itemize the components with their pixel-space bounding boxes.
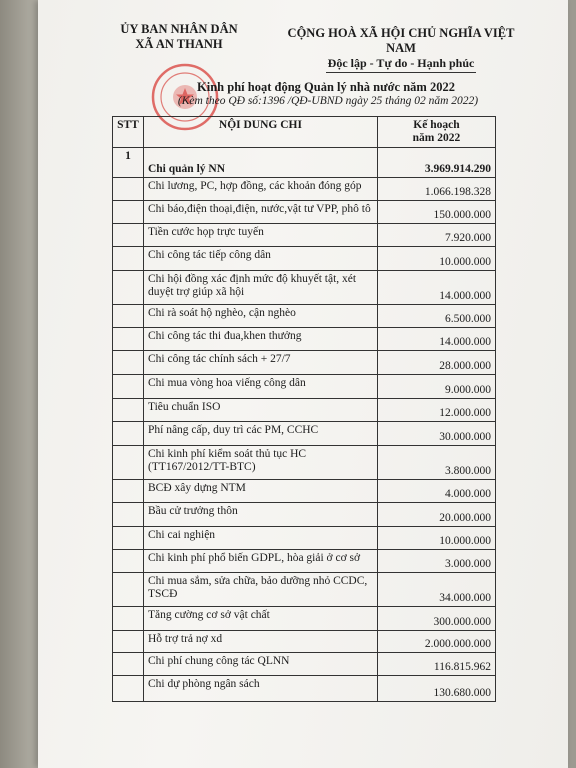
table-row bbox=[113, 446, 496, 480]
row-amount: 10.000.000 bbox=[377, 527, 495, 550]
row-content: Tiêu chuẩn ISO bbox=[143, 399, 377, 422]
row-content: Chi công tác chính sách + 27/7 bbox=[143, 351, 377, 375]
row-number-cell bbox=[113, 178, 144, 201]
table-row bbox=[113, 503, 496, 527]
row-amount: 130.680.000 bbox=[377, 676, 495, 702]
row-number-cell bbox=[113, 550, 144, 573]
header-content: NỘI DUNG CHI bbox=[143, 117, 377, 148]
national-header bbox=[276, 26, 526, 73]
row-content: Phí nâng cấp, duy trì các PM, CCHC bbox=[143, 422, 377, 446]
row-amount: 1.066.198.328 bbox=[377, 178, 495, 201]
table-row bbox=[113, 375, 496, 399]
row-content: Chi công tác thi đua,khen thưởng bbox=[143, 328, 377, 351]
table-row bbox=[113, 201, 496, 224]
row-content: Tiền cước họp trực tuyến bbox=[143, 224, 377, 247]
header-plan-line1: Kế hoạch bbox=[413, 119, 460, 131]
row-content: Chi lương, PC, hợp đồng, các khoản đóng góp bbox=[143, 178, 377, 201]
row-number-cell bbox=[113, 607, 144, 631]
table-row bbox=[113, 653, 496, 676]
row-number-cell bbox=[113, 676, 144, 702]
document-title: Kinh phí hoạt động Quản lý nhà nước năm 2022 bbox=[197, 80, 455, 94]
section-number: 1 bbox=[113, 148, 144, 178]
row-number-cell bbox=[113, 631, 144, 653]
row-number-cell bbox=[113, 305, 144, 328]
row-content: Chi phí chung công tác QLNN bbox=[143, 653, 377, 676]
budget-table bbox=[112, 116, 496, 702]
row-amount: 3.000.000 bbox=[377, 550, 495, 573]
table-row bbox=[113, 305, 496, 328]
row-amount: 6.500.000 bbox=[377, 305, 495, 328]
table-row bbox=[113, 271, 496, 305]
row-number-cell bbox=[113, 653, 144, 676]
table-row bbox=[113, 399, 496, 422]
row-content: Chi dự phòng ngân sách bbox=[143, 676, 377, 702]
row-content: Chi mua vòng hoa viếng công dân bbox=[143, 375, 377, 399]
table-row bbox=[113, 247, 496, 271]
table-row bbox=[113, 422, 496, 446]
table-row bbox=[113, 550, 496, 573]
row-content: Chi kinh phí phổ biến GDPL, hòa giải ở cơ sở bbox=[143, 550, 377, 573]
row-amount: 12.000.000 bbox=[377, 399, 495, 422]
row-number-cell bbox=[113, 247, 144, 271]
section-label: Chi quản lý NN bbox=[143, 148, 377, 178]
row-content: Chi báo,điện thoại,điện, nước,vật tư VPP, phô tô bbox=[143, 201, 377, 224]
national-motto: Độc lập - Tự do - Hạnh phúc bbox=[327, 56, 475, 70]
header-plan bbox=[377, 117, 495, 148]
header-plan-line2: năm 2022 bbox=[412, 132, 461, 144]
row-amount: 20.000.000 bbox=[377, 503, 495, 527]
row-content: Chi cai nghiện bbox=[143, 527, 377, 550]
row-number-cell bbox=[113, 399, 144, 422]
table-row bbox=[113, 224, 496, 247]
row-number-cell bbox=[113, 480, 144, 503]
section-total: 3.969.914.290 bbox=[377, 148, 495, 178]
row-number-cell bbox=[113, 527, 144, 550]
row-content: Chi mua sắm, sửa chữa, bảo dưỡng nhỏ CCDC, TSCĐ bbox=[143, 573, 377, 607]
row-amount: 7.920.000 bbox=[377, 224, 495, 247]
background-surface bbox=[0, 0, 40, 768]
row-content: Bầu cử trưởng thôn bbox=[143, 503, 377, 527]
table-row bbox=[113, 607, 496, 631]
row-amount: 116.815.962 bbox=[377, 653, 495, 676]
header-stt: STT bbox=[113, 117, 144, 148]
table-row bbox=[113, 631, 496, 653]
table-row bbox=[113, 573, 496, 607]
row-number-cell bbox=[113, 375, 144, 399]
row-amount: 14.000.000 bbox=[377, 328, 495, 351]
row-amount: 150.000.000 bbox=[377, 201, 495, 224]
authority-line-1: ỦY BAN NHÂN DÂN bbox=[120, 22, 238, 36]
table-header-row bbox=[113, 117, 496, 148]
row-content: Tăng cường cơ sở vật chất bbox=[143, 607, 377, 631]
row-amount: 10.000.000 bbox=[377, 247, 495, 271]
row-number-cell bbox=[113, 271, 144, 305]
row-amount: 28.000.000 bbox=[377, 351, 495, 375]
row-amount: 300.000.000 bbox=[377, 607, 495, 631]
row-number-cell bbox=[113, 351, 144, 375]
table-row bbox=[113, 178, 496, 201]
issuing-authority bbox=[114, 22, 244, 52]
table-row bbox=[113, 328, 496, 351]
row-content: Chi công tác tiếp công dân bbox=[143, 247, 377, 271]
row-amount: 30.000.000 bbox=[377, 422, 495, 446]
row-number-cell bbox=[113, 573, 144, 607]
row-amount: 4.000.000 bbox=[377, 480, 495, 503]
row-content: Chi rà soát hộ nghèo, cận nghèo bbox=[143, 305, 377, 328]
row-number-cell bbox=[113, 328, 144, 351]
row-content: Hỗ trợ trả nợ xd bbox=[143, 631, 377, 653]
row-number-cell bbox=[113, 446, 144, 480]
row-amount: 34.000.000 bbox=[377, 573, 495, 607]
row-number-cell bbox=[113, 201, 144, 224]
table-row bbox=[113, 527, 496, 550]
row-amount: 2.000.000.000 bbox=[377, 631, 495, 653]
row-content: Chi kinh phí kiểm soát thủ tục HC (TT167/2012/TT-BTC) bbox=[143, 446, 377, 480]
row-number-cell bbox=[113, 503, 144, 527]
section-row bbox=[113, 148, 496, 178]
authority-line-2: XÃ AN THANH bbox=[135, 37, 223, 51]
row-amount: 3.800.000 bbox=[377, 446, 495, 480]
row-amount: 14.000.000 bbox=[377, 271, 495, 305]
document-subtitle: (Kèm theo QĐ số:1396 /QĐ-UBND ngày 25 tháng 02 năm 2022) bbox=[177, 95, 479, 107]
row-content: Chi hội đồng xác định mức độ khuyết tật, xét duyệt trợ giúp xã hội bbox=[143, 271, 377, 305]
table-row bbox=[113, 676, 496, 702]
nation-name: CỘNG HOÀ XÃ HỘI CHỦ NGHĨA VIỆT NAM bbox=[287, 26, 515, 55]
table-row bbox=[113, 480, 496, 503]
row-content: BCĐ xây dựng NTM bbox=[143, 480, 377, 503]
motto-underline bbox=[326, 72, 476, 73]
table-row bbox=[113, 351, 496, 375]
row-amount: 9.000.000 bbox=[377, 375, 495, 399]
row-number-cell bbox=[113, 422, 144, 446]
row-number-cell bbox=[113, 224, 144, 247]
